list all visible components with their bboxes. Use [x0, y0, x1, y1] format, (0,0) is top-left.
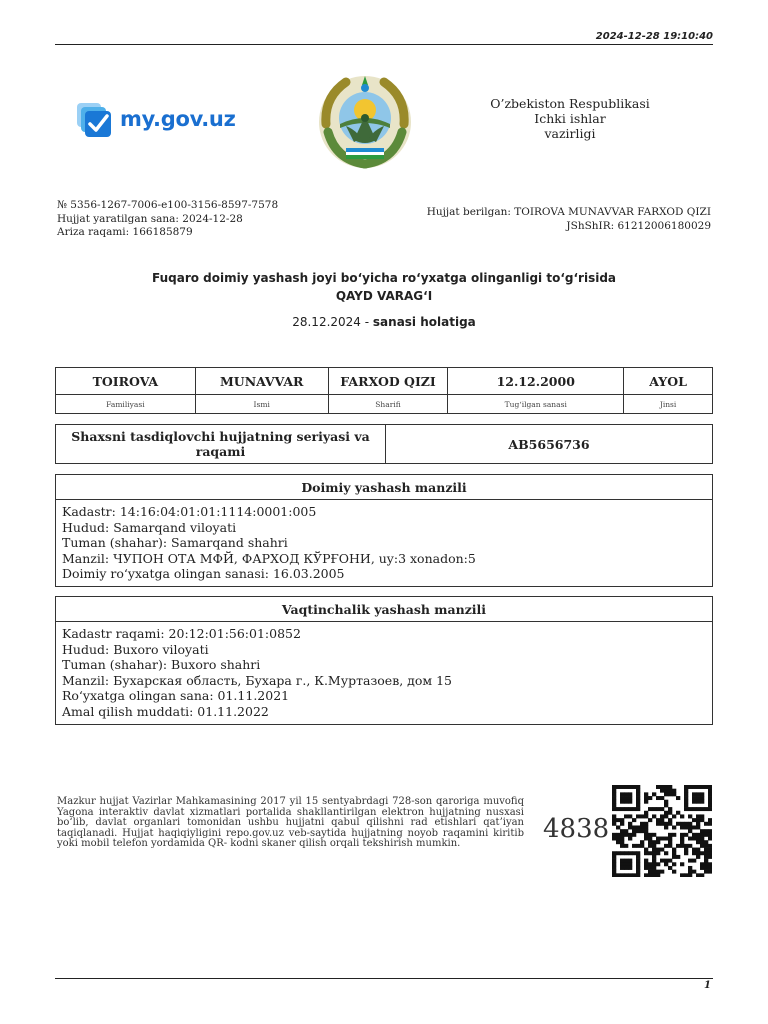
status-date-label: sanasi holatiga	[372, 315, 476, 329]
document-meta	[57, 199, 278, 240]
birthdate-label: Tug‘ilgan sanasi	[448, 395, 624, 414]
pinfl: JShShIR: 61212006180029	[566, 219, 711, 232]
permanent-address-section	[55, 474, 713, 587]
permanent-cadastre: Kadastr: 14:16:04:01:01:1114:0001:005	[62, 504, 317, 519]
ministry-line1: O’zbekiston Respublikasi	[490, 96, 650, 111]
mygov-logo	[76, 101, 236, 137]
status-separator: -	[360, 315, 373, 329]
document-datetime: 2024-12-28 19:10:40	[595, 31, 713, 42]
temporary-address-section	[55, 596, 713, 725]
verification-code: 4838	[543, 814, 610, 844]
temporary-validity: Amal qilish muddati: 01.11.2022	[62, 703, 269, 719]
name-value: MUNAVVAR	[195, 368, 328, 395]
permanent-registration-date: Doimiy ro‘yxatga olingan sanasi: 16.03.2005	[62, 566, 345, 582]
application-number: Ariza raqami: 166185879	[57, 226, 193, 238]
permanent-district: Tuman (shahar): Samarqand shahri	[62, 535, 288, 551]
logo-text: my.gov.uz	[120, 107, 236, 131]
top-divider	[55, 44, 713, 45]
gender-label: Jinsi	[624, 395, 713, 414]
ministry-line2: Ichki ishlar	[534, 111, 606, 126]
status-date	[0, 315, 768, 329]
gender-value: AYOL	[624, 368, 713, 395]
permanent-address-body	[56, 500, 712, 586]
temporary-address: Manzil: Бухарская область, Бухара г., К.Муртазоев, дом 15	[62, 672, 453, 688]
state-emblem-icon	[316, 72, 414, 170]
checkbox-icon	[76, 101, 112, 137]
legal-note: Mazkur hujjat Vazirlar Mahkamasining 2017 yil 15 sentyabrdagi 728-son qaroriga muvofiq Yagona interaktiv davlat xizmatlari portalida shakllantirilgan elektron hujjatning nusxasi bo‘lib, davlat organlari tomonidan ushbu hujjatni qabul qilishni rad etishlari qat’iyan taqiqlanadi. Hujjat haqiqiyligini repo.gov.uz veb-saytida hujjatning noyob raqamini kiritib yoki mobil telefon yordamida QR- kodni skaner qilish orqali tekshirish mumkin.	[57, 796, 524, 850]
qr-code-icon[interactable]	[612, 785, 712, 877]
id-document-label: Shaxsni tasdiqlovchi hujjatning seriyasi va raqami	[56, 425, 386, 463]
permanent-region: Hudud: Samarqand viloyati	[62, 519, 237, 535]
status-date-value: 28.12.2024	[292, 315, 361, 329]
temporary-cadastre: Kadastr raqami: 20:12:01:56:01:0852	[62, 626, 301, 641]
document-created-date: Hujjat yaratilgan sana: 2024-12-28	[57, 212, 243, 225]
document-number: № 5356-1267-7006-e100-3156-8597-7578	[57, 199, 279, 211]
patronymic-label: Sharifi	[328, 395, 448, 414]
ministry-line3: vazirligi	[544, 126, 596, 141]
birthdate-value: 12.12.2000	[448, 368, 624, 395]
name-label: Ismi	[195, 395, 328, 414]
permanent-address-title: Doimiy yashash manzili	[56, 475, 712, 500]
issued-to: Hujjat berilgan: TOIROVA MUNAVVAR FARXOD QIZI	[426, 206, 711, 218]
surname-label: Familiyasi	[56, 395, 196, 414]
temporary-address-title: Vaqtinchalik yashash manzili	[56, 597, 712, 622]
temporary-region: Hudud: Buxoro viloyati	[62, 641, 209, 657]
document-title	[0, 269, 768, 305]
title-line2: QAYD VARAG‘I	[335, 289, 433, 303]
person-table	[55, 367, 713, 414]
recipient-meta	[427, 206, 711, 233]
patronymic-value: FARXOD QIZI	[328, 368, 448, 395]
temporary-address-body	[56, 622, 712, 724]
bottom-divider	[55, 978, 713, 979]
title-line1: Fuqaro doimiy yashash joyi bo‘yicha ro‘yxatga olinganligi to‘g‘risida	[151, 271, 617, 285]
temporary-district: Tuman (shahar): Buxoro shahri	[62, 657, 261, 673]
ministry-name	[490, 96, 650, 141]
temporary-registration-date: Ro‘yxatga olingan sana: 01.11.2021	[62, 688, 290, 704]
id-document-value: AB5656736	[508, 436, 590, 452]
permanent-address: Manzil: ЧУПОН ОТА МФЙ, ФАРХОД КЎРҒОНИ, uy:3 xonadon:5	[62, 550, 476, 566]
surname-value: TOIROVA	[56, 368, 196, 395]
page-number: 1	[704, 980, 711, 991]
id-document-box	[55, 424, 713, 464]
